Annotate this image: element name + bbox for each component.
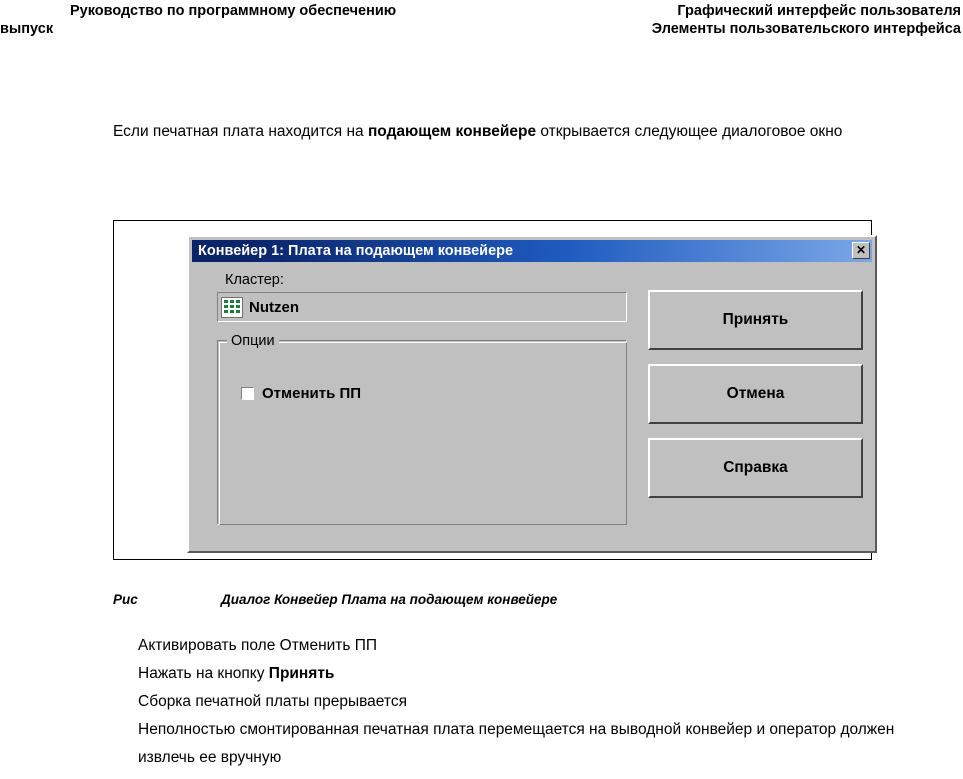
header-left-subtitle: выпуск (0, 21, 54, 37)
step-bold-accept: Принять (268, 665, 335, 682)
accept-button[interactable]: Принять (648, 290, 863, 350)
cluster-value: Nutzen (249, 298, 299, 316)
figure-frame (113, 220, 872, 560)
figure-caption-prefix: Рис (113, 592, 138, 607)
options-group (217, 340, 627, 525)
cancel-button[interactable]: Отмена (648, 364, 863, 424)
dialog-title: Конвейер 1: Плата на подающем конвейере (198, 243, 514, 259)
header-right-title: Графический интерфейс пользователя (677, 3, 961, 19)
figure-caption (113, 592, 557, 607)
header-left-title: Руководство по программному обеспечению (70, 3, 397, 19)
cancel-pcb-checkbox-label: Отменить ПП (262, 385, 362, 402)
cancel-pcb-checkbox[interactable] (241, 385, 361, 402)
header-right-subtitle: Элементы пользовательского интерфейса (651, 21, 961, 37)
list-item: Неполностью смонтированная печатная плата перемещается на выводной конвейер и оператор должен извлечь ее вручную (138, 721, 895, 766)
checkbox-box-icon[interactable] (241, 387, 254, 400)
figure-caption-text: Диалог Конвейер Плата на подающем конвейере (221, 592, 558, 607)
list-item (138, 660, 948, 688)
list-item: Активировать поле Отменить ПП (138, 637, 378, 654)
dialog-window (187, 235, 877, 553)
list-item: Сборка печатной платы прерывается (138, 693, 407, 710)
intro-paragraph (113, 118, 913, 146)
steps-list (138, 632, 948, 772)
step-text: Нажать на кнопку (138, 665, 269, 682)
dialog-titlebar (192, 240, 872, 262)
help-button[interactable]: Справка (648, 438, 863, 498)
intro-text-part2: открывается следующее диалоговое окно (536, 123, 843, 140)
intro-text-part1: Если печатная плата находится на (113, 123, 368, 140)
options-group-label: Опции (227, 333, 279, 349)
close-icon[interactable]: ✕ (852, 242, 870, 259)
page-header (0, 0, 963, 40)
nutzen-icon (221, 297, 243, 318)
cluster-field[interactable] (217, 292, 627, 322)
intro-text-bold: подающем конвейере (367, 123, 537, 140)
cluster-label: Кластер: (225, 272, 284, 288)
